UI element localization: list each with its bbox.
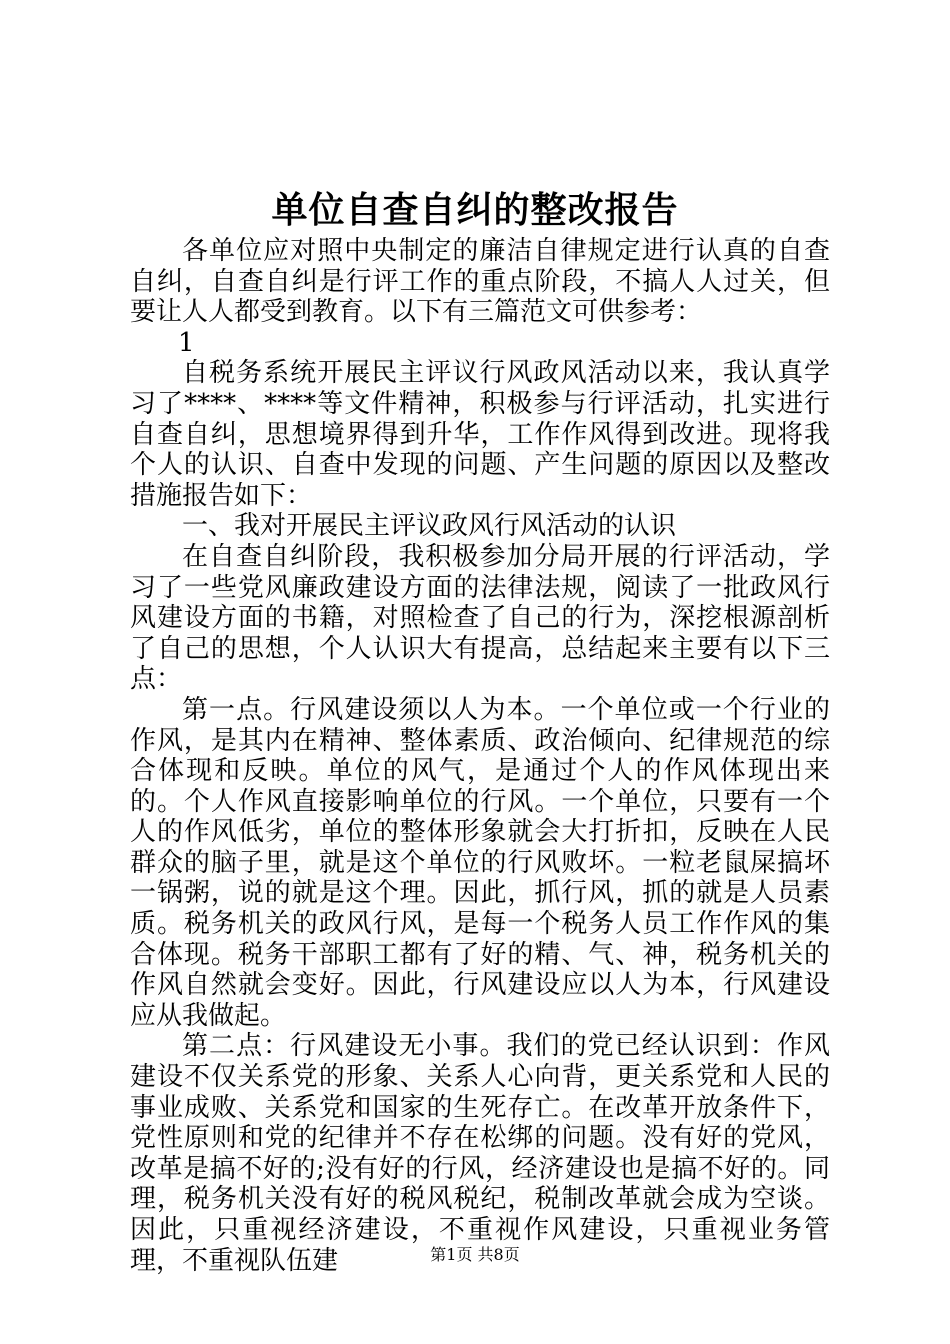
intro-paragraph: 各单位应对照中央制定的廉洁自律规定进行认真的自查自纠，自查自纠是行评工作的重点阶段，不搞人人过关，但要让人人都受到教育。以下有三篇范文可供参考： [130, 236, 830, 328]
body-paragraph: 自税务系统开展民主评议行风政风活动以来，我认真学习了****、****等文件精神，积极参与行评活动，扎实进行自查自纠，思想境界得到升华，工作作风得到改进。现将我个人的认识、自查中发现的问题、产生问题的原因以及整改措施报告如下： [130, 358, 830, 511]
body-paragraph: 第一点。行风建设须以人为本。一个单位或一个行业的作风，是其内在精神、整体素质、政治倾向、纪律规范的综合体现和反映。单位的风气，是通过个人的作风体现出来的。个人作风直接影响单位的行风。一个单位，只要有一个人的作风低劣，单位的整体形象就会大打折扣，反映在人民群众的脑子里，就是这个单位的行风败坏。一粒老鼠屎搞坏一锅粥，说的就是这个理。因此，抓行风，抓的就是人员素质。税务机关的政风行风，是每一个税务人员工作作风的集合体现。税务干部职工都有了好的精、气、神，税务机关的作风自然就会变好。因此，行风建设应以人为本，行风建设应从我做起。 [130, 694, 830, 1031]
section-heading: 一、我对开展民主评议政风行风活动的认识 [182, 511, 677, 542]
document-title: 单位自查自纠的整改报告 [271, 189, 679, 231]
section-number: 1 [178, 327, 195, 358]
body-paragraph: 在自查自纠阶段，我积极参加分局开展的行评活动，学习了一些党风廉政建设方面的法律法规，阅读了一批政风行风建设方面的书籍，对照检查了自己的行为，深挖根源剖析了自己的思想，个人认识大有提高，总结起来主要有以下三点： [130, 541, 830, 695]
document-body [130, 236, 830, 1276]
page-footer: 第1页 共8页 [430, 1245, 520, 1264]
body-paragraph: 第二点：行风建设无小事。我们的党已经认识到：作风建设不仅关系党的形象、关系人心向背，更关系党和人民的事业成败、关系党和国家的生死存亡。在改革开放条件下，党性原则和党的纪律并不存在松绑的问题。没有好的党风，改革是搞不好的;没有好的行风，经济建设也是搞不好的。同理，税务机关没有好的税风税纪，税制改革就会成为空谈。因此，只重视经济建设，不重视作风建设，只重视业务管理，不重视队伍建 [130, 1031, 830, 1276]
